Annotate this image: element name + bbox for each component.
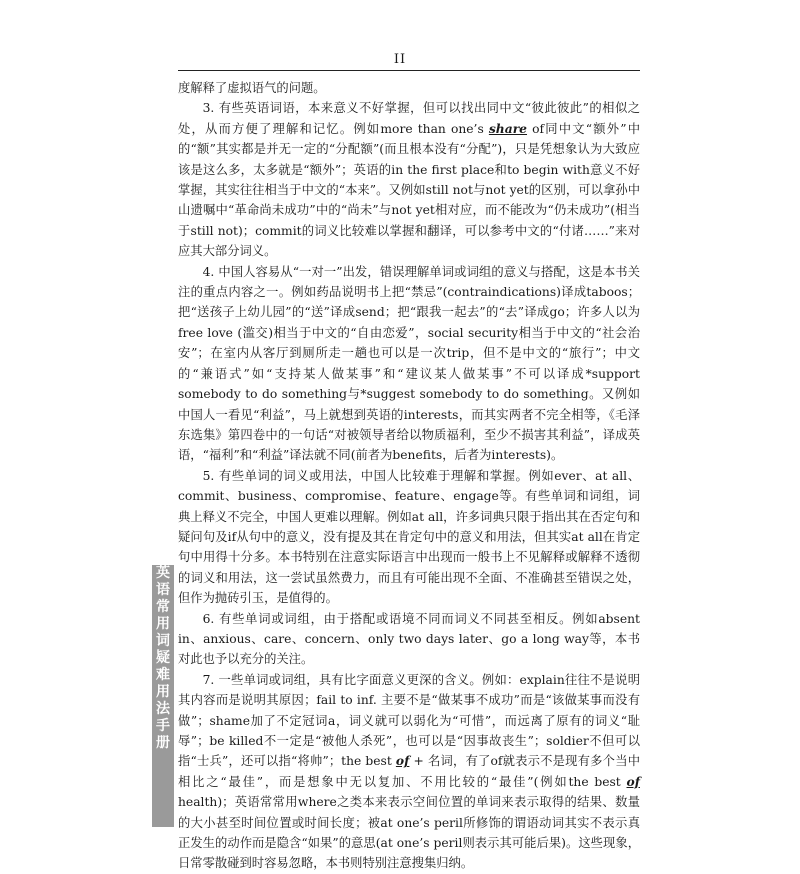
paragraph-text: 度解释了虚拟语气的问题。 (178, 81, 326, 95)
emphasized-term: of (626, 773, 640, 789)
side-tab-char: 册 (156, 735, 170, 751)
paragraph (178, 78, 640, 98)
paragraph (178, 262, 640, 466)
side-tab-char: 词 (156, 633, 170, 649)
side-tab-book-title (152, 565, 174, 827)
paragraph-text: + 名词，有了of就表示不是现有多个当中相比之“最佳”，而是想象中无以复加、不用比较的“最佳”(例如the best (178, 754, 640, 789)
paragraph-text: 5. 有些单词的词义或用法，中国人比较难于理解和掌握。例如ever、at all、commit、business、compromise、feature、engage等。有些单词和词组，词典上释义不完全，中国人更难以理解。例如at all，许多词典只限于指出其在否定句和疑问句及if从句中的意义，没有提及其在肯定句中的意义和用法，但其实at all在肯定句中用得十分多。本书特别在注意实际语言中出现而一般书上不见解释或解释不透彻的词义和用法，这一尝试虽然费力，而且有可能出现不全面、不准确甚至错误之处，但作为抛砖引玉，是值得的。 (178, 468, 640, 606)
side-tab-char: 用 (156, 616, 170, 632)
side-tab-char: 用 (156, 684, 170, 700)
side-tab-char: 手 (156, 718, 170, 734)
side-tab-char: 英 (156, 565, 170, 581)
document-body (178, 78, 640, 874)
header-rule (178, 70, 640, 71)
paragraph-text: 4. 中国人容易从“一对一”出发，错误理解单词或词组的意义与搭配，这是本书关注的重点内容之一。例如药品说明书上把“禁忌”(contraindications)译成taboos；把“送孩子上幼儿园”的“送”译成send；把“跟我一起去”的“去”译成go；许多人以为free love (滥交)相当于中文的“自由恋爱”，social security相当于中文的“社会治安”；在室内从客厅到厕所走一趟也可以是一次trip，但不是中文的“旅行”；中文的“兼语式”如“支持某人做某事”和“建议某人做某事”不可以译成*support somebody to do something与*suggest somebody to do something。又例如中国人一看见“利益”，马上就想到英语的interests，而其实两者不完全相等，《毛泽东选集》第四卷中的一句话“对被领导者给以物质福利，至少不损害其利益”，译成英语，“福利”和“利益”译法就不同(前者为benefits，后者为interests)。 (178, 264, 640, 463)
paragraph (178, 609, 640, 670)
side-tab-char: 语 (156, 582, 170, 598)
paragraph-text: of同中文“额外”中的“额”其实都是并无一定的“分配额”(而且根本没有“分配”)，只是凭想象认为大致应该是这么多，太多就是“额外”；英语的in the first place和to begin with意义不好掌握，其实往往相当于中文的“本来”。又例如still not与not yet的区别，可以拿孙中山遗嘱中“革命尚未成功”中的“尚未”与not yet相对应，而不能改为“仍未成功”(相当于still not)；commit的词义比较难以掌握和翻译，可以参考中文的“付诸……”来对应其大部分词义。 (178, 121, 640, 259)
paragraph-text: 3. 有些英语词语，本来意义不好掌握，但可以找出同中文“彼此彼此”的相似之处，从而方便了理解和记忆。例如more than one’s (178, 101, 640, 136)
paragraph-text: health)；英语常常用where之类本来表示空间位置的单词来表示取得的结果、数量的大小甚至时间位置或时间长度；被at one’s peril所修饰的谓语动词其实不表示真正发生的动作而是隐含“如果”的意思(at one’s peril则表示其可能后果)。这些现象，日常零散碰到时容易忽略，本书则特别注意搜集归纳。 (178, 795, 640, 871)
page-number: II (393, 52, 407, 67)
paragraph-text: 7. 一些单词或词组，具有比字面意义更深的含义。例如：explain往往不是说明其内容而是说明其原因；fail to inf. 主要不是“做某事不成功”而是“该做某事而没有做”；shame加了不定冠词a，词义就可以弱化为“可惜”，而远离了原有的词义“耻辱”；be killed不一定是“被他人杀死”，也可以是“因事故丧生”；soldier不但可以指“士兵”，还可以指“将帅”；the best (178, 672, 640, 769)
emphasized-term: of (395, 753, 410, 769)
side-tab-char: 法 (156, 701, 170, 717)
side-tab-char: 疑 (156, 650, 170, 666)
side-tab-char: 难 (156, 667, 170, 683)
paragraph (178, 466, 640, 609)
paragraph (178, 98, 640, 261)
paragraph-text: 6. 有些单词或词组，由于搭配或语境不同而词义不同甚至相反。例如absent in、anxious、care、concern、only two days later、go a long way等，本书对此也予以充分的关注。 (178, 611, 640, 667)
emphasized-term: share (488, 120, 528, 136)
paragraph (178, 670, 640, 874)
side-tab-char: 常 (156, 599, 170, 615)
